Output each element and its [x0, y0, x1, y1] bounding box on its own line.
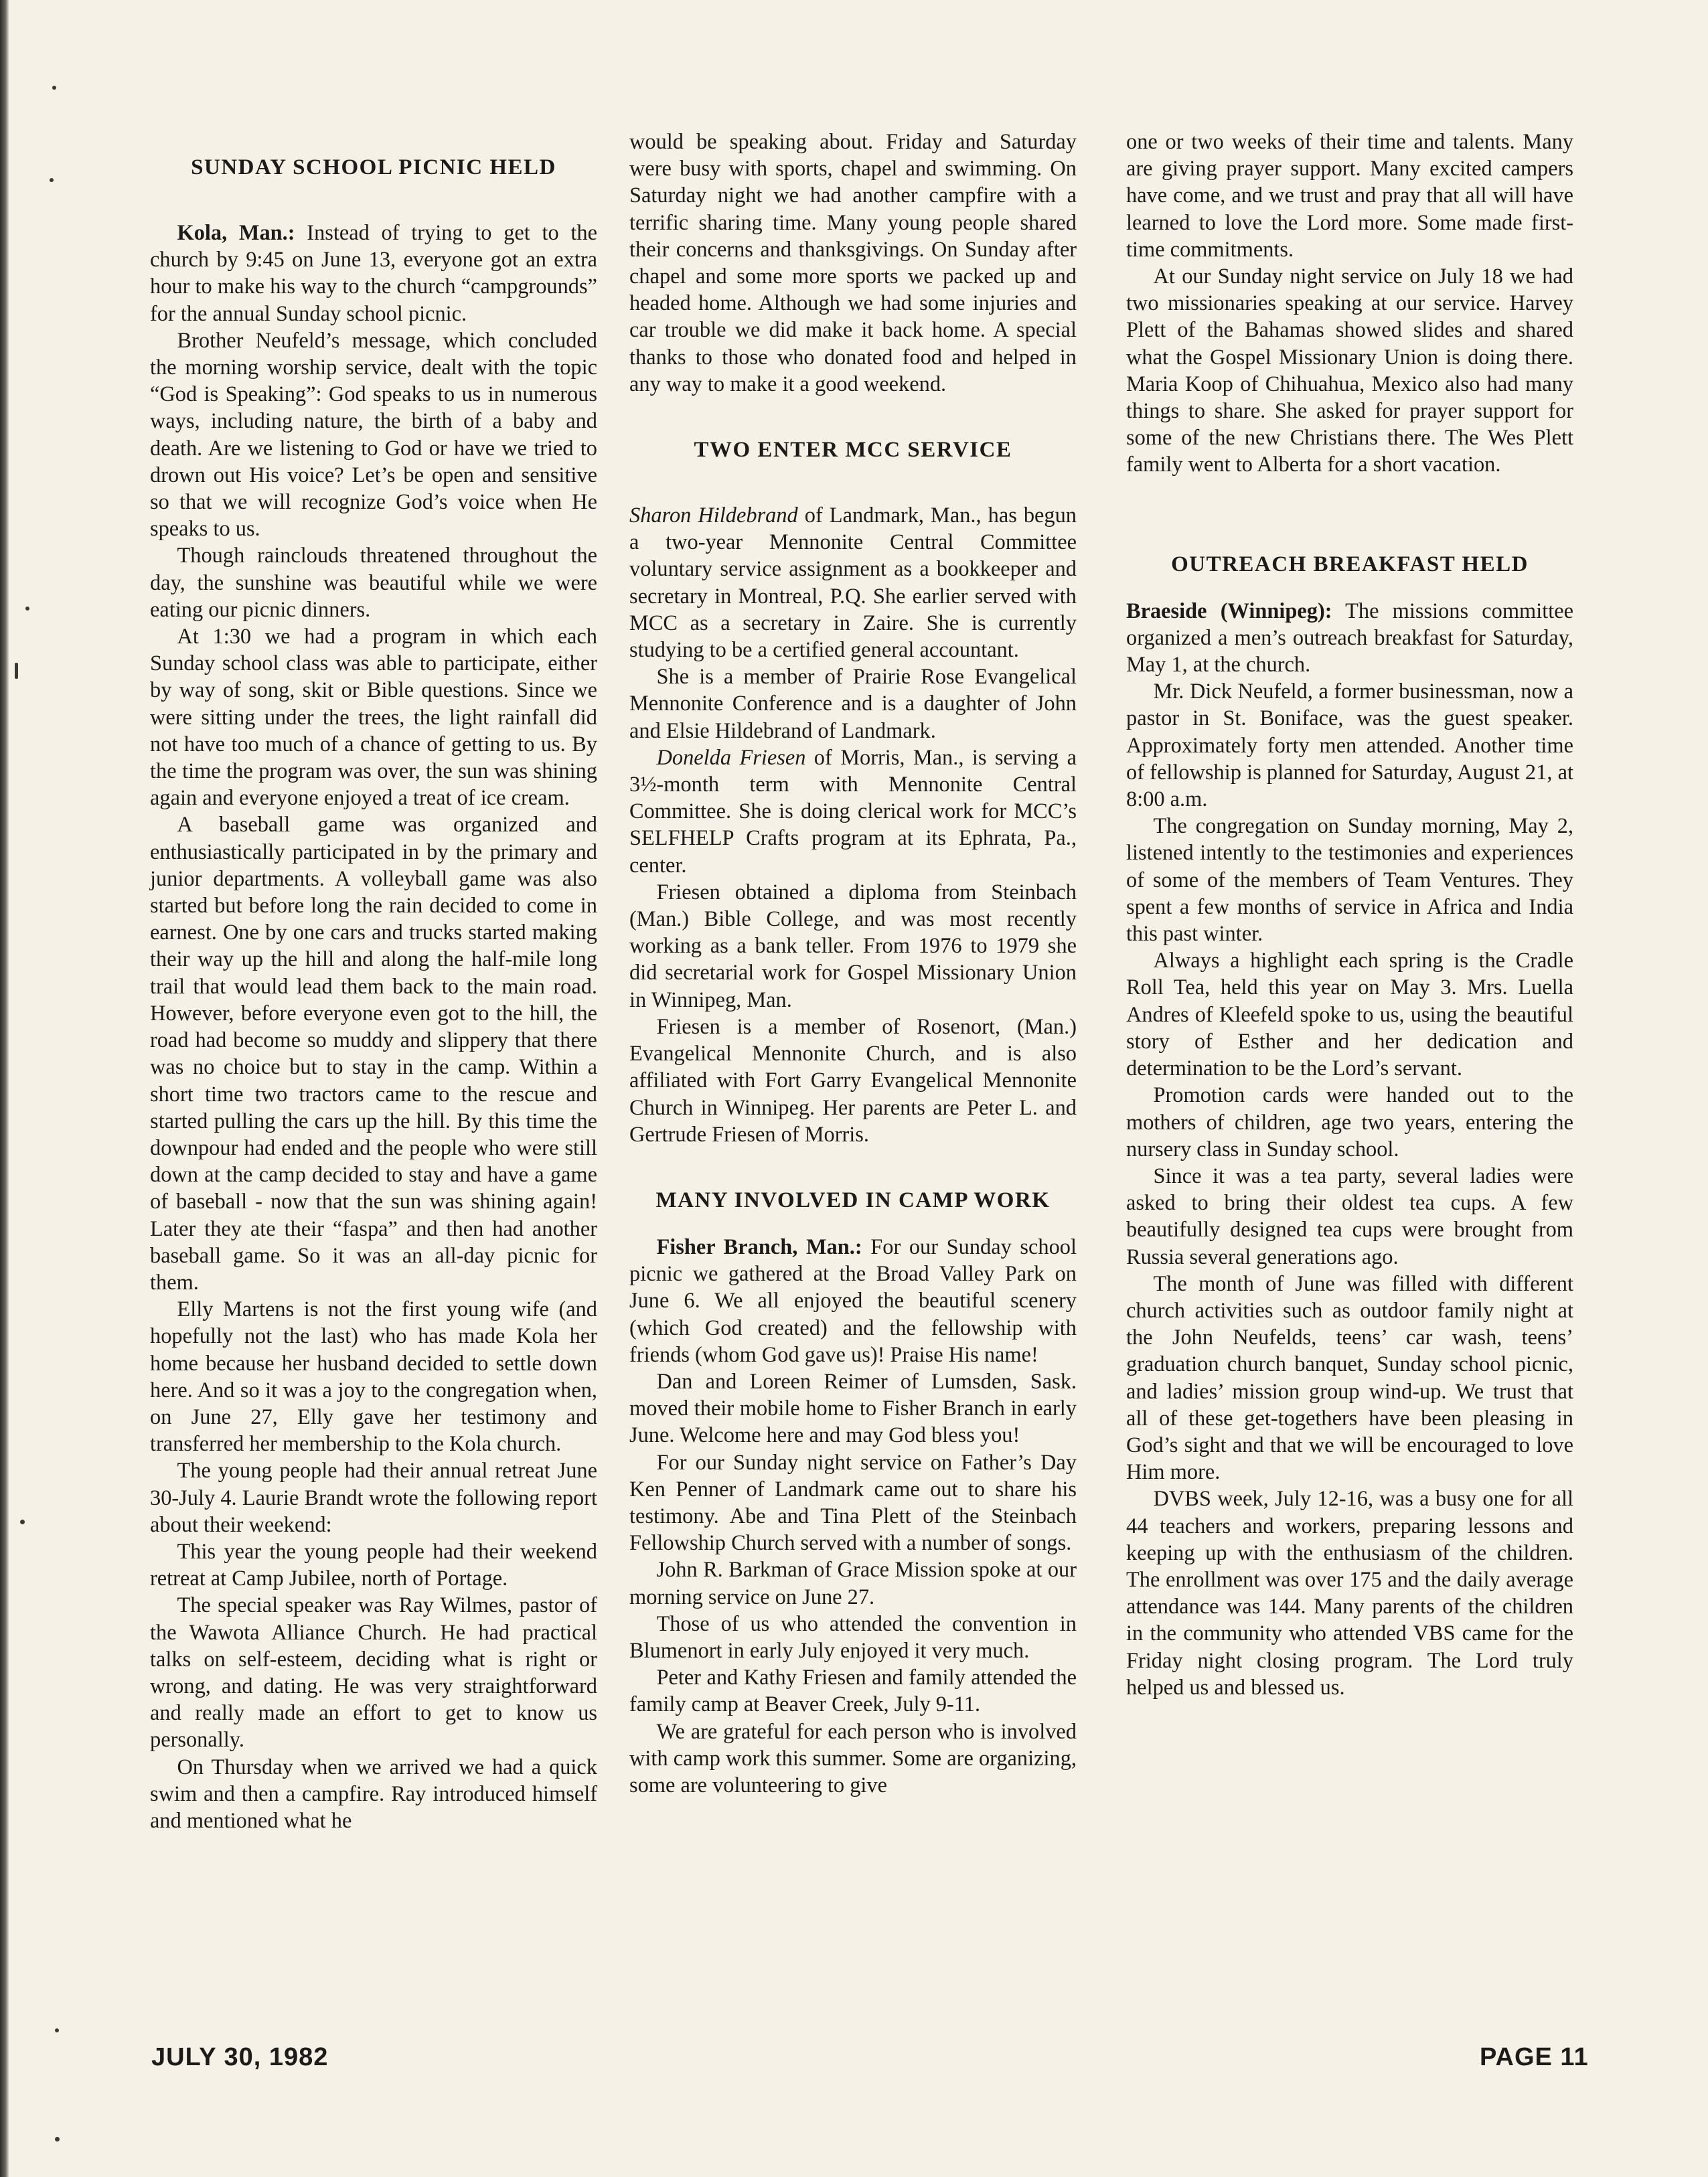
paragraph: This year the young people had their weekend retreat at Camp Jubilee, north of Portage. [150, 1539, 597, 1591]
paragraph: John R. Barkman of Grace Mission spoke at our morning service on June 27. [629, 1558, 1077, 1609]
paragraph: would be speaking about. Friday and Saturday were busy with sports, chapel and swimming. On Saturday night we had another campfire with a terrific sharing time. Many young people shared their concerns and thanksgivings. On Sunday after chapel and some more sports we packed up and headed home. Although we had some injuries and car trouble we did make it back home. A special thanks to those who donated food and helped in any way to make it a good weekend. [629, 130, 1077, 396]
paragraph-text: Instead of trying to get to the church by 9:45 on June 13, everyone got an extra hour to make his way to the church “campgrounds” for the annual Sunday school picnic. [150, 221, 597, 326]
paragraph: At our Sunday night service on July 18 we had two missionaries speaking at our service. Harvey Plett of the Bahamas showed slides and shared what the Gospel Missionary Union is doing there. Maria Koop of Chihuahua, Mexico also had many things to share. She asked for prayer support for some of the new Christians there. The Wes Plett family went to Alberta for a short vacation. [1126, 264, 1573, 477]
dateline: Fisher Branch, Man.: [656, 1234, 862, 1259]
article-heading: OUTREACH BREAKFAST HELD [1171, 552, 1529, 576]
paragraph: At 1:30 we had a program in which each Sunday school class was able to participate, either by way of song, skit or Bible questions. Since we were sitting under the trees, the light rainfall did not have too much of a chance of getting to us. By the time the program was over, the sun was shining again and everyone enjoyed a treat of ice cream. [150, 625, 597, 811]
paragraph: Those of us who attended the convention in Blumenort in early July enjoyed it very much. [629, 1611, 1077, 1663]
paragraph: A baseball game was organized and enthusiastically participated in by the primary and junior departments. A volleyball game was also started but before long the rain decided to come in earnest. One by one cars and trucks started making their way up the hill and along the half-mile long trail that would lead them back to the main road. However, before everyone even got to the hill, the road had become so muddy and slippery that there was no choice but to stay in the camp. Within a short time two tractors came to the rescue and started pulling the cars up the hill. By this time the downpour had ended and the people who were still down at the camp decided to stay and have a game of baseball - now that the sun was shining again! Later they ate their “faspa” and then had another baseball game. So it was an all-day picnic for them. [150, 813, 597, 1295]
paragraph: one or two weeks of their time and talents. Many are giving prayer support. Many excited campers have come, and we trust and pray that all will have learned to love the Lord more. Some made first-time commitments. [1126, 130, 1573, 262]
paragraph: For our Sunday night service on Father’s Day Ken Penner of Landmark came out to share his testimony. Abe and Tina Plett of the Steinbach Fellowship Church served with a number of songs. [629, 1450, 1077, 1556]
article-heading: SUNDAY SCHOOL PICNIC HELD [191, 155, 556, 179]
paragraph: Peter and Kathy Friesen and family attended the family camp at Beaver Creek, July 9-11. [629, 1666, 1077, 1717]
paragraph: Always a highlight each spring is the Cradle Roll Tea, held this year on May 3. Mrs. Luella Andres of Kleefeld spoke to us, using the beautiful story of Esther and her dedication and determination to be the Lord’s servant. [1126, 949, 1573, 1081]
paragraph: She is a member of Prairie Rose Evangelical Mennonite Conference and is a daughter of John and Elsie Hildebrand of Landmark. [629, 665, 1077, 743]
scan-speck [55, 2137, 60, 2142]
paragraph-text: The missions committee organized a men’s outreach breakfast for Saturday, May 1, at the church. [1126, 598, 1573, 677]
paragraph [629, 1234, 1077, 1368]
column-1 [150, 127, 597, 1834]
article-heading: MANY INVOLVED IN CAMP WORK [655, 1188, 1051, 1212]
issue-date: JULY 30, 1982 [151, 2043, 329, 2071]
paragraph: The month of June was filled with different church activities such as outdoor family night at the John Neufelds, teens’ car wash, teens’ graduation church banquet, Sunday school picnic, and ladies’ mission group wind-up. We trust that all of these get-togethers have been pleasing in God’s sight and that we will be encouraged to love Him more. [1126, 1271, 1573, 1485]
paragraph: Brother Neufeld’s message, which concluded the morning worship service, dealt with the topic “God is Speaking”: God speaks to us in numerous ways, including nature, the birth of a baby and death. Are we listening to God or have we tried to drown out His voice? Let’s be open and sensitive so that we will recognize God’s voice when He speaks to us. [150, 328, 597, 542]
paragraph: Friesen is a member of Rosenort, (Man.) Evangelical Mennonite Church, and is also affiliated with Fort Garry Evangelical Mennonite Church in Winnipeg. Her parents are Peter L. and Gertrude Friesen of Morris. [629, 1014, 1077, 1147]
paragraph: DVBS week, July 12-16, was a busy one for all 44 teachers and workers, preparing lessons and keeping up with the enthusiasm of the children. The enrollment was over 175 and the daily average attendance was 144. Many parents of the children in the community who attended VBS came for the Friday night closing program. The Lord truly helped us and blessed us. [1126, 1487, 1573, 1700]
scan-speck [25, 607, 29, 611]
scan-speck [20, 1520, 25, 1524]
paragraph: The special speaker was Ray Wilmes, pastor of the Wawota Alliance Church. He had practical talks on self-esteem, deciding what is right or wrong, and dating. He was very straightforward and really made an effort to get to know us personally. [150, 1593, 597, 1753]
paragraph: The congregation on Sunday morning, May 2, listened intently to the testimonies and experiences of some of the members of Team Ventures. They spent a few months of service in Africa and India this past winter. [1126, 814, 1573, 947]
scan-left-edge [0, 0, 9, 2177]
paragraph [629, 502, 1077, 663]
person-name: Sharon Hildebrand [629, 503, 798, 528]
dateline: Kola, Man.: [177, 221, 295, 245]
article-heading: TWO ENTER MCC SERVICE [694, 438, 1012, 463]
paragraph [629, 744, 1077, 879]
paragraph: Dan and Loreen Reimer of Lumsden, Sask. moved their mobile home to Fisher Branch in early June. Welcome here and may God bless you! [629, 1369, 1077, 1448]
paragraph: Friesen obtained a diploma from Steinbach (Man.) Bible College, and was most recently working as a bank teller. From 1976 to 1979 she did secretarial work for Gospel Missionary Union in Winnipeg, Man. [629, 880, 1077, 1012]
scan-speck [50, 178, 54, 182]
paragraph-text: of Landmark, Man., has begun a two-year Mennonite Central Committee voluntary service assignment as a bookkeeper and secretary in Montreal, P.Q. She earlier served with MCC as a secretary in Zaire. She is currently studying to be a certified general accountant. [629, 503, 1077, 663]
paragraph: Though rainclouds threatened throughout the day, the sunshine was beautiful while we were eating our picnic dinners. [150, 544, 597, 622]
paragraph: Mr. Dick Neufeld, a former businessman, now a pastor in St. Boniface, was the guest speaker. Approximately forty men attended. Another time of fellowship is planned for Saturday, August 21, at 8:00 a.m. [1126, 679, 1573, 812]
page-number: PAGE 11 [1480, 2043, 1589, 2071]
paragraph: On Thursday when we arrived we had a quick swim and then a campfire. Ray introduced himself and mentioned what he [150, 1755, 597, 1833]
column-2 [629, 129, 1077, 1799]
paragraph: Since it was a tea party, several ladies were asked to bring their oldest tea cups. A few beautifully designed tea cups were brought from Russia several generations ago. [1126, 1163, 1573, 1269]
paragraph: The young people had their annual retreat June 30-July 4. Laurie Brandt wrote the following report about their weekend: [150, 1459, 597, 1537]
scan-speck [55, 2028, 59, 2032]
column-3 [1126, 129, 1573, 1701]
dateline: Braeside (Winnipeg): [1126, 598, 1332, 623]
scan-speck [52, 86, 56, 90]
paragraph: Elly Martens is not the first young wife (and hopefully not the last) who has made Kola her home because her husband decided to settle down here. And so it was a joy to the congregation when, on June 27, Elly gave her testimony and transferred her membership to the Kola church. [150, 1297, 597, 1457]
paragraph [150, 220, 597, 327]
person-name: Donelda Friesen [656, 745, 806, 770]
paragraph: Promotion cards were handed out to the mothers of children, age two years, entering the nursery class in Sunday school. [1126, 1083, 1573, 1161]
paragraph-text: of Morris, Man., is serving a 3½-month term with Mennonite Central Committee. She is doing clerical work for MCC’s SELFHELP Crafts program at its Ephrata, Pa., center. [629, 745, 1077, 878]
paragraph: We are grateful for each person who is involved with camp work this summer. Some are organizing, some are volunteering to give [629, 1719, 1077, 1797]
paragraph-text: For our Sunday school picnic we gathered at the Broad Valley Park on June 6. We all enjoyed the beautiful scenery (which God created) and the fellowship with friends (whom God gave us)! Praise His name! [629, 1234, 1077, 1367]
scan-speck [15, 663, 18, 679]
paragraph [1126, 598, 1573, 679]
